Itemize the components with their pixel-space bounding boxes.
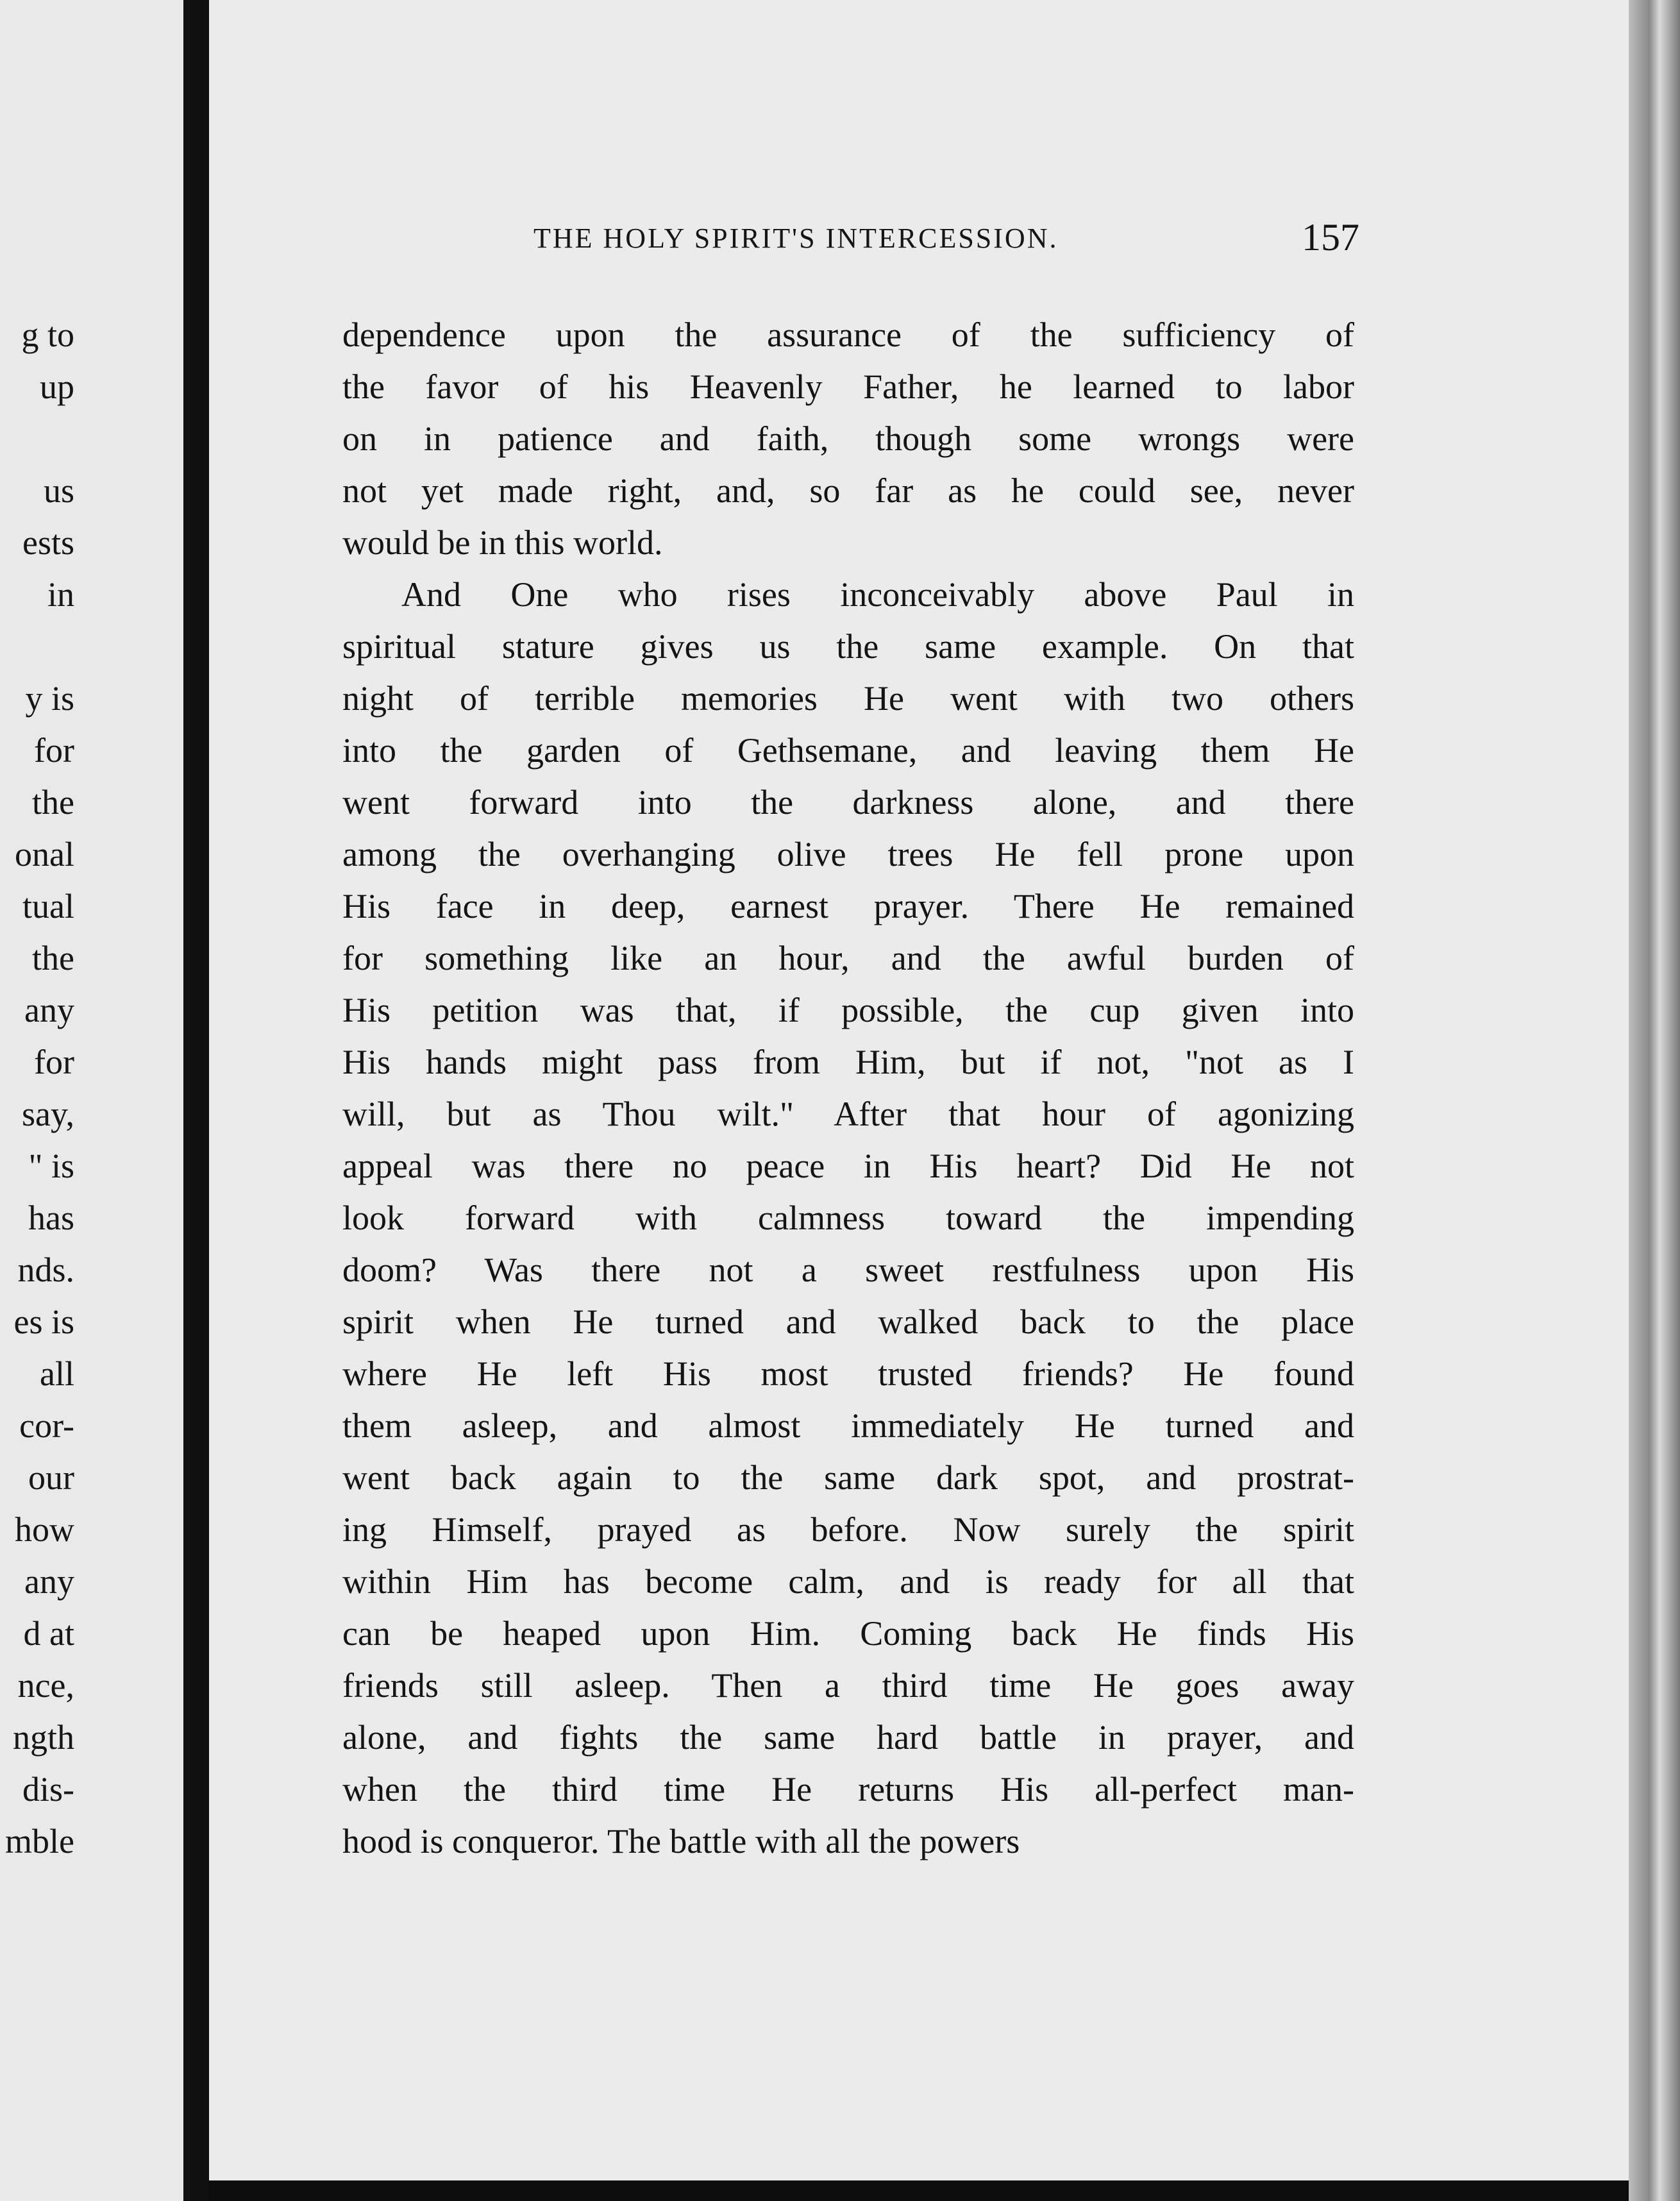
text-line: look forward with calmness toward the impending xyxy=(342,1199,1354,1237)
text-line: His petition was that, if possible, the cup given into xyxy=(342,991,1354,1029)
facing-page-fragment: all xyxy=(40,1354,74,1393)
text-line: can be heaped upon Him. Coming back He finds His xyxy=(342,1614,1354,1653)
facing-page-fragment: any xyxy=(24,1562,74,1601)
text-line: dependence upon the assurance of the sufficiency of xyxy=(342,316,1354,354)
facing-page-fragment: up xyxy=(40,367,74,406)
text-line: them asleep, and almost immediately He turned and xyxy=(342,1406,1354,1445)
text-line: went forward into the darkness alone, and there xyxy=(342,783,1354,822)
text-line: His face in deep, earnest prayer. There He remained xyxy=(342,887,1354,925)
running-title: THE HOLY SPIRIT'S INTERCESSION. xyxy=(533,223,1059,254)
text-line: His hands might pass from Him, but if not, "not as I xyxy=(342,1043,1354,1081)
facing-page-fragment: say, xyxy=(22,1095,74,1133)
facing-page-fragment: has xyxy=(28,1199,74,1237)
facing-page-fragment: y is xyxy=(25,679,74,718)
text-line: for something like an hour, and the awful burden of xyxy=(342,939,1354,977)
facing-page-fragment: in xyxy=(47,575,74,614)
text-line: friends still asleep. Then a third time He goes away xyxy=(342,1666,1354,1705)
facing-page-fragment: nds. xyxy=(17,1251,74,1289)
text-line: the favor of his Heavenly Father, he learned to labor xyxy=(342,367,1354,406)
facing-page-fragment: how xyxy=(15,1510,74,1549)
facing-page-fragment: ests xyxy=(22,523,74,562)
text-line: alone, and fights the same hard battle in prayer, and xyxy=(342,1718,1354,1757)
facing-page-fragment: any xyxy=(24,991,74,1029)
facing-page-fragment: dis- xyxy=(22,1770,74,1809)
facing-page-fragment: es is xyxy=(13,1303,74,1341)
text-line: hood is conqueror. The battle with all the powers xyxy=(342,1822,1020,1860)
facing-page-fragment: ngth xyxy=(12,1718,74,1757)
facing-page-fragment: the xyxy=(32,783,74,822)
text-line: into the garden of Gethsemane, and leaving them He xyxy=(342,731,1354,770)
facing-page-fragment: our xyxy=(28,1458,74,1497)
text-line: appeal was there no peace in His heart? Did He not xyxy=(342,1147,1354,1185)
text-line: when the third time He returns His all-perfect man- xyxy=(342,1770,1354,1809)
facing-page-fragment: mble xyxy=(5,1822,74,1860)
text-line: within Him has become calm, and is ready for all that xyxy=(342,1562,1354,1601)
text-line: would be in this world. xyxy=(342,523,663,562)
facing-page-fragment: " is xyxy=(28,1147,74,1185)
facing-page-fragment: tual xyxy=(22,887,74,925)
facing-page-fragment: the xyxy=(32,939,74,977)
text-line: on in patience and faith, though some wrongs were xyxy=(342,419,1354,458)
text-line: will, but as Thou wilt." After that hour of agonizing xyxy=(342,1095,1354,1133)
text-line: spiritual stature gives us the same example. On that xyxy=(342,627,1354,666)
facing-page-fragment: for xyxy=(34,731,74,770)
facing-page-fragment: nce, xyxy=(17,1666,74,1705)
facing-page-left xyxy=(0,0,183,2201)
facing-page-fragment: onal xyxy=(15,835,74,873)
text-line: went back again to the same dark spot, and prostrat- xyxy=(342,1458,1354,1497)
text-line: where He left His most trusted friends? He found xyxy=(342,1354,1354,1393)
facing-page-fragment: us xyxy=(43,471,74,510)
page-edge xyxy=(1629,0,1680,2201)
text-line: night of terrible memories He went with two others xyxy=(342,679,1354,718)
facing-page-fragment: g to xyxy=(21,316,74,354)
text-line: among the overhanging olive trees He fell prone upon xyxy=(342,835,1354,873)
text-line: And One who rises inconceivably above Paul in xyxy=(401,575,1354,614)
book-gutter xyxy=(183,0,209,2201)
text-line: not yet made right, and, so far as he could see, never xyxy=(342,471,1354,510)
text-line: ing Himself, prayed as before. Now surely the spirit xyxy=(342,1510,1354,1549)
page-number: 157 xyxy=(1302,216,1359,258)
facing-page-fragment: for xyxy=(34,1043,74,1081)
text-line: doom? Was there not a sweet restfulness upon His xyxy=(342,1251,1354,1289)
facing-page-fragment: cor- xyxy=(19,1406,74,1445)
text-line: spirit when He turned and walked back to the place xyxy=(342,1303,1354,1341)
facing-page-fragment: d at xyxy=(23,1614,74,1653)
